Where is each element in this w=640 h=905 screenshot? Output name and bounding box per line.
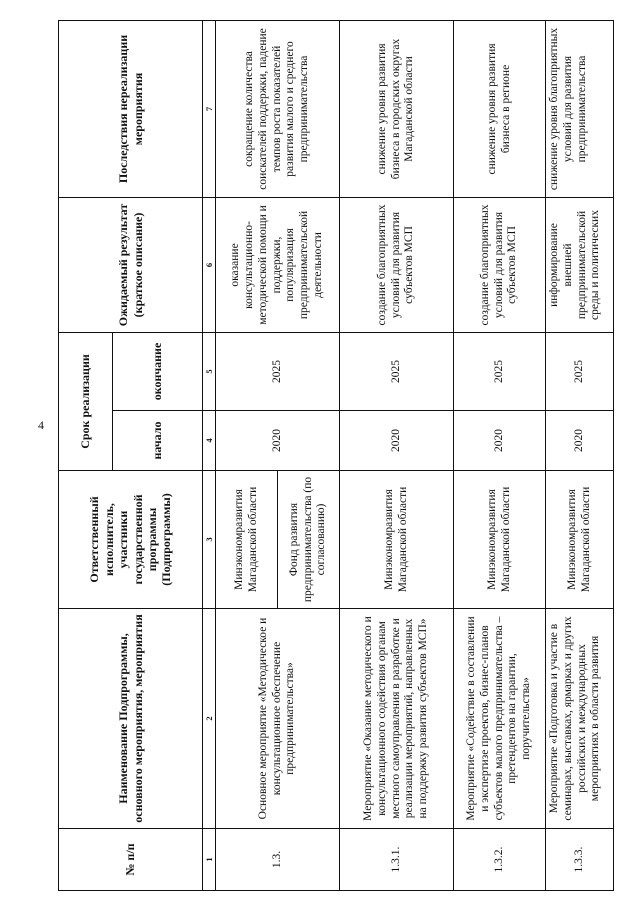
row-result: создание благоприятных условий для развития субъектов МСП <box>340 197 454 332</box>
row-executor-secondary: Фонд развития предпринимательства (по согласованию) <box>278 471 340 609</box>
row-num: 1.3.2. <box>454 829 546 891</box>
row-end: 2025 <box>546 332 614 410</box>
row-name: Мероприятие «Подготовка и участие в семинарах, выставках, ярмарках и других российских и международных мероприятиях в области развития <box>546 609 614 829</box>
row-executor: Минэкономразвития Магаданской области <box>546 471 614 609</box>
table-row <box>454 20 546 890</box>
row-result: информирование внешней предпринимательской среды и политических <box>546 197 614 332</box>
row-consequence: снижение уровня благоприятных условий для развития предпринимательства <box>546 20 614 197</box>
col-number: 3 <box>203 471 216 609</box>
header-executor: Ответственный исполнитель, участники государственной программы (Подпрограммы) <box>59 471 203 609</box>
header-end: окончание <box>113 332 203 410</box>
row-start: 2020 <box>454 411 546 471</box>
row-executor: Минэкономразвития Магаданской области <box>454 471 546 609</box>
row-name: Основное мероприятие «Методическое и консультационное обеспечение предпринимательства» <box>216 609 340 829</box>
col-number: 4 <box>203 411 216 471</box>
row-consequence: снижение уровня развития бизнеса в регионе <box>454 20 546 197</box>
row-end: 2025 <box>340 332 454 410</box>
page-number: 4 <box>38 418 44 432</box>
row-name: Мероприятие «Оказание методического и консультационного содействия органам местного самоуправления в разработке и реализации мероприятий, направленных на поддержку развития субъектов МСП» <box>340 609 454 829</box>
header-start: начало <box>113 411 203 471</box>
row-name: Мероприятие «Содействие в составлении и экспертизе проектов, бизнес-планов субъектов малого предпринимательства – претендентов на гарантии, поручительства» <box>454 609 546 829</box>
table-row <box>546 20 614 890</box>
row-start: 2020 <box>216 411 340 471</box>
row-num: 1.3.3. <box>546 829 614 891</box>
col-number: 7 <box>203 20 216 197</box>
header-num: № п/п <box>59 829 203 891</box>
row-num: 1.3.1. <box>340 829 454 891</box>
row-start: 2020 <box>546 411 614 471</box>
row-result: создание благоприятных условий для развития субъектов МСП <box>454 197 546 332</box>
header-consequence: Последствия нереализации мероприятия <box>59 20 203 197</box>
col-number: 2 <box>203 609 216 829</box>
row-consequence: снижение уровня развития бизнеса в городских округах Магаданской области <box>340 20 454 197</box>
row-start: 2020 <box>340 411 454 471</box>
header-name: Наименование Подпрограммы, основного мероприятия, мероприятия <box>59 609 203 829</box>
header-result: Ожидаемый результат (краткое описание) <box>59 197 203 332</box>
row-executor: Минэкономразвития Магаданской области <box>216 471 278 609</box>
column-number-row <box>203 20 216 890</box>
table-row <box>340 20 454 890</box>
col-number: 1 <box>203 829 216 891</box>
program-table <box>58 20 614 891</box>
row-consequence: сокращение количества соискателей поддержки, падение темпов роста показателей развития малого и среднего предпринимательства <box>216 20 340 197</box>
header-term: Срок реализации <box>59 332 113 470</box>
row-num: 1.3. <box>216 829 340 891</box>
table-row <box>216 20 278 890</box>
row-result: оказание консультационно-методической помощи и поддержки, популяризация предпринимательской деятельности <box>216 197 340 332</box>
row-end: 2025 <box>216 332 340 410</box>
row-end: 2025 <box>454 332 546 410</box>
col-number: 6 <box>203 197 216 332</box>
row-executor: Минэкономразвития Магаданской области <box>340 471 454 609</box>
col-number: 5 <box>203 332 216 410</box>
